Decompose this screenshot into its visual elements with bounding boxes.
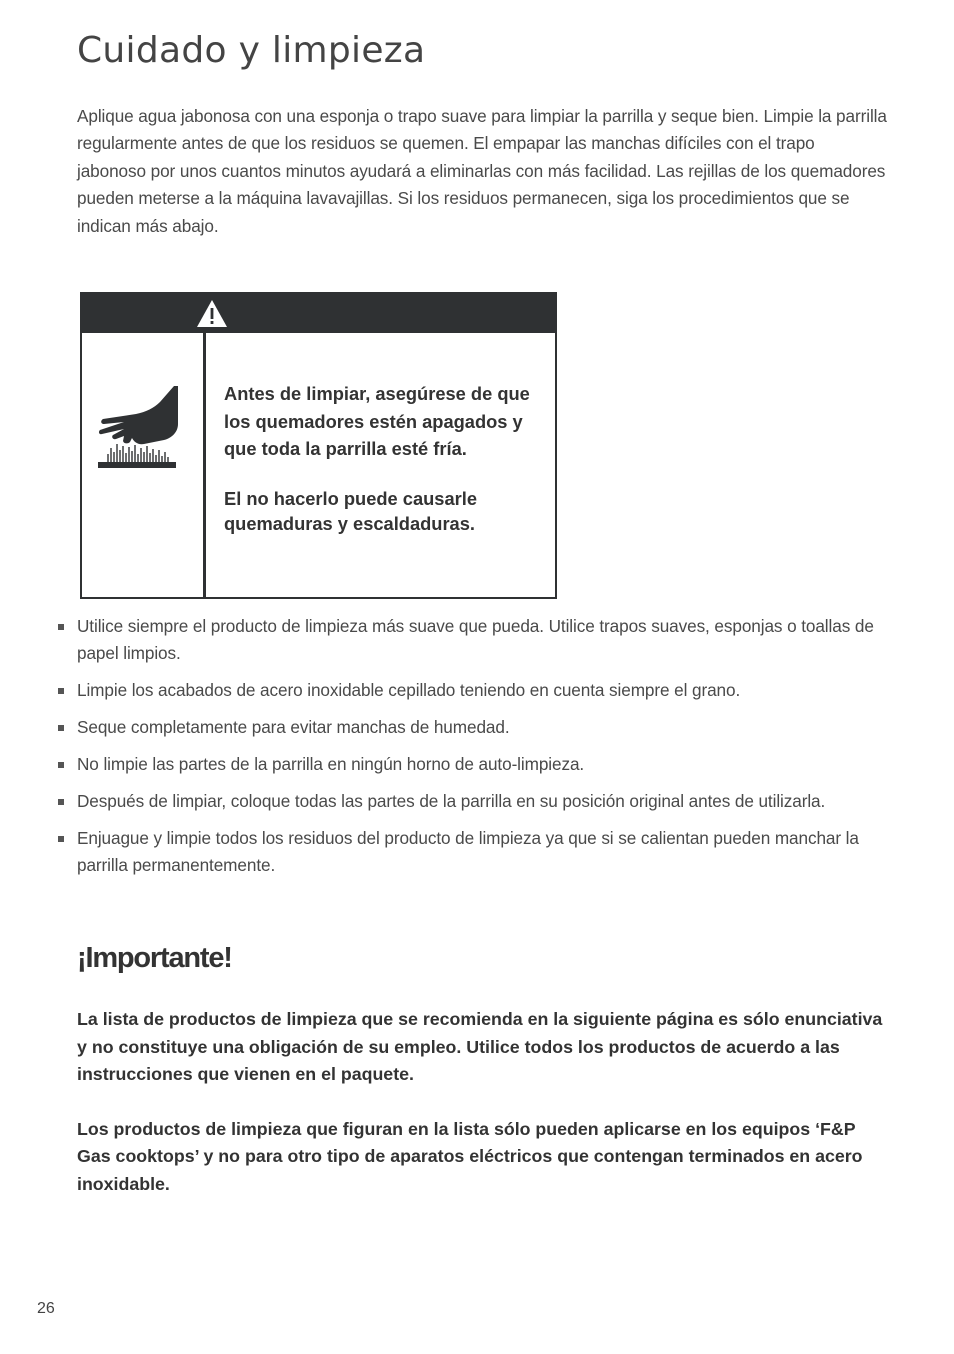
important-heading: ¡Importante!: [77, 942, 232, 974]
important-paragraph-1: La lista de productos de limpieza que se recomienda en la siguiente página es sólo enunciativa y no constituye una obligación de su empleo. Utilice todos los productos de acuerdo a las instrucciones que vienen en el paquete.: [77, 1009, 883, 1084]
warning-line-2: El no hacerlo puede causarle quemaduras y escaldaduras.: [224, 487, 477, 534]
hot-surface-hand-icon: [98, 384, 180, 474]
warning-triangle-icon: [195, 298, 229, 329]
important-paragraph-2: Los productos de limpieza que figuran en la lista sólo pueden aplicarse en los equipos ‘F&P Gas cooktops’ y no para otro tipo de aparatos eléctricos que contengan terminados en acero inoxidable.: [77, 1118, 863, 1194]
bullet-icon: [58, 725, 64, 731]
list-item-text: Limpie los acabados de acero inoxidable cepillado teniendo en cuenta siempre el grano.: [77, 680, 741, 701]
list-item: [58, 825, 893, 880]
cleaning-tips-list: [58, 613, 893, 889]
warning-header: [82, 294, 555, 333]
warning-divider: [203, 333, 206, 597]
warning-box: [80, 292, 557, 599]
list-item-text: Enjuague y limpie todos los residuos del producto de limpieza ya que si se calientan pueden manchar la parrilla permanentemente.: [77, 827, 859, 876]
list-item-text: Seque completamente para evitar manchas de humedad.: [77, 717, 510, 738]
list-item: [58, 788, 893, 815]
list-item: [58, 677, 893, 704]
warning-line-1: Antes de limpiar, asegúrese de que los quemadores estén apagados y que toda la parrilla esté fría.: [224, 383, 530, 459]
list-item: [58, 714, 893, 741]
page-number: 26: [37, 1300, 55, 1317]
list-item-text: No limpie las partes de la parrilla en ningún horno de auto-limpieza.: [77, 754, 585, 775]
bullet-icon: [58, 836, 64, 842]
list-item: [58, 751, 893, 778]
list-item-text: Después de limpiar, coloque todas las partes de la parrilla en su posición original antes de utilizarla.: [77, 791, 826, 812]
intro-paragraph: Aplique agua jabonosa con una esponja o trapo suave para limpiar la parrilla y seque bien. Limpie la parrilla regularmente antes de que los residuos se quemen. El empapar las manchas difíciles con el trapo jabonoso por unos cuantos minutos ayudará a eliminarlas con más facilidad. Las rejillas de los quemadores pueden meterse a la máquina lavavajillas. Si los residuos permanecen, siga los procedimientos que se indican más abajo.: [77, 106, 887, 236]
page-title: Cuidado y limpieza: [77, 30, 426, 71]
important-notes: [77, 1006, 892, 1198]
bullet-icon: [58, 624, 64, 630]
list-item: [58, 613, 893, 668]
warning-text: [224, 380, 549, 536]
list-item-text: Utilice siempre el producto de limpieza más suave que pueda. Utilice trapos suaves, esponjas o toallas de papel limpios.: [77, 616, 874, 664]
bullet-icon: [58, 799, 64, 805]
bullet-icon: [58, 688, 64, 694]
bullet-icon: [58, 762, 64, 768]
